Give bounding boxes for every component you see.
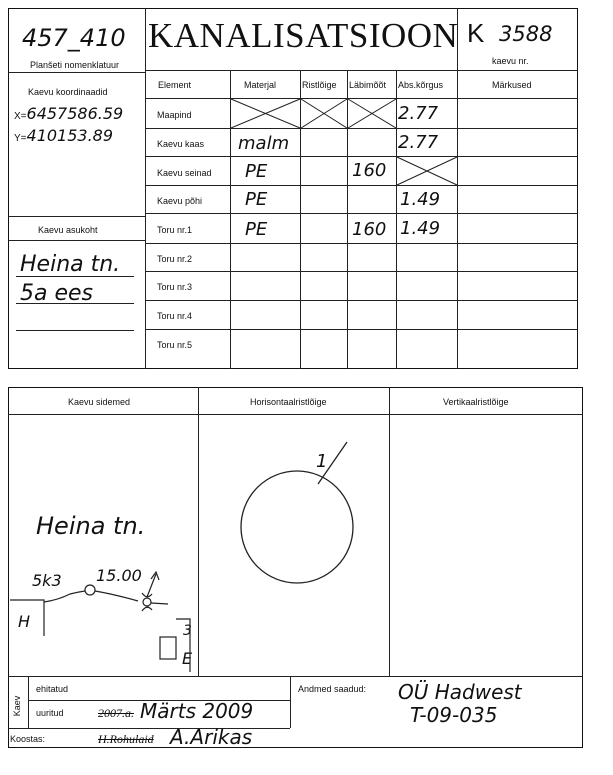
y-value: 410153.89	[26, 126, 114, 145]
pipe-leader-line	[318, 442, 347, 484]
data-source-label: Andmed saadud:	[298, 684, 367, 694]
box-letter: E	[182, 649, 193, 668]
table-cell-material: PE	[245, 161, 268, 182]
table-cell-height: 2.77	[398, 103, 439, 124]
horizontal-section-drawing	[199, 414, 389, 674]
connection-sketch	[8, 414, 198, 674]
well-number: 3588	[499, 22, 553, 46]
table-header-element: Element	[158, 80, 192, 90]
compiled-label: Koostas:	[10, 734, 46, 744]
table-row-element: Toru nr.1	[157, 225, 193, 235]
page-title: KANALISATSIOON	[148, 16, 459, 55]
table-header-notes: Märkused	[492, 80, 532, 90]
surveyed-old-value: 2007.a.	[98, 706, 134, 720]
house-letter: H	[18, 612, 31, 631]
table-cell-material: PE	[245, 189, 268, 210]
well-code: 5k3	[32, 571, 62, 590]
divider	[145, 128, 578, 129]
divider	[145, 98, 578, 99]
table-cell-height: 1.49	[400, 189, 441, 210]
divider	[230, 70, 231, 369]
compiled-old-value: H.Rohulaid	[98, 732, 154, 746]
divider	[145, 156, 578, 157]
box-number: 3	[183, 623, 192, 639]
connections-label: Kaevu sidemed	[68, 397, 131, 407]
coordinates-label: Kaevu koordinaadid	[28, 87, 108, 97]
table-cell-diameter: 160	[352, 160, 387, 181]
data-source-value-1: OÜ Hadwest	[398, 680, 522, 704]
divider	[290, 676, 291, 728]
built-label: ehitatud	[36, 684, 69, 694]
table-cell-height: 2.77	[398, 132, 439, 153]
location-line-2: 5a ees	[20, 281, 94, 306]
data-source-value-2: T-09-035	[410, 703, 498, 727]
compiled-value: A.Arikas	[170, 725, 253, 749]
location-underline	[16, 330, 134, 331]
divider	[347, 70, 348, 369]
table-row-element: Toru nr.2	[157, 254, 193, 264]
table-cell-material: malm	[238, 133, 290, 154]
divider	[389, 387, 390, 676]
table-header-diameter: Läbimõõt	[349, 80, 387, 90]
table-row-element: Maapind	[157, 110, 192, 120]
divider	[145, 329, 578, 330]
location-underline	[16, 303, 134, 304]
location-line-1: Heina tn.	[20, 252, 121, 277]
location-underline	[16, 276, 134, 277]
street-name-sketch: Heina tn.	[36, 512, 146, 540]
divider	[28, 676, 29, 728]
x-coordinate	[14, 104, 123, 124]
divider	[145, 300, 578, 301]
divider	[457, 70, 458, 369]
divider	[300, 70, 301, 369]
table-row-element: Kaevu põhi	[157, 196, 203, 206]
table-header-height: Abs.kõrgus	[398, 80, 444, 90]
divider	[145, 243, 578, 244]
table-header-cross: Ristlõige	[302, 80, 337, 90]
table-row-element: Toru nr.5	[157, 340, 193, 350]
divider	[145, 8, 146, 369]
x-value: 6457586.59	[26, 104, 124, 123]
y-coordinate	[14, 126, 113, 146]
pipe-length: 15.00	[96, 566, 142, 585]
table-cell-diameter: 160	[352, 219, 387, 240]
divider	[145, 271, 578, 272]
table-row-element: Toru nr.3	[157, 282, 193, 292]
divider	[396, 70, 397, 369]
divider	[8, 676, 583, 677]
location-label: Kaevu asukoht	[38, 225, 98, 235]
table-cell-height: 1.49	[400, 218, 441, 239]
horizontal-section-label: Horisontaalristlõige	[250, 397, 327, 407]
y-label: Y=	[14, 133, 27, 144]
nomenclature-value: 457_410	[22, 24, 126, 52]
table-row-element: Kaevu kaas	[157, 139, 205, 149]
well-prefix: K	[467, 18, 485, 48]
surveyed-label: uuritud	[36, 708, 64, 718]
divider	[8, 72, 145, 73]
pipe-number: 1	[316, 451, 328, 472]
well-label: kaevu nr.	[492, 56, 529, 66]
kaev-side-label	[12, 692, 24, 720]
vertical-section-label: Vertikaalristlõige	[443, 397, 509, 407]
divider	[8, 240, 145, 241]
well-outline	[241, 471, 353, 583]
kaev-side-text: Kaev	[12, 695, 22, 717]
table-row-element: Kaevu seinad	[157, 168, 212, 178]
divider	[8, 216, 145, 217]
table-cell-material: PE	[245, 219, 268, 240]
divider	[145, 185, 578, 186]
divider	[145, 213, 578, 214]
divider	[145, 70, 578, 71]
table-header-material: Materjal	[244, 80, 277, 90]
nomenclature-label: Planšeti nomenklatuur	[30, 60, 120, 70]
x-label: X=	[14, 111, 27, 122]
surveyed-value: Märts 2009	[140, 699, 254, 723]
table-row-element: Toru nr.4	[157, 311, 193, 321]
